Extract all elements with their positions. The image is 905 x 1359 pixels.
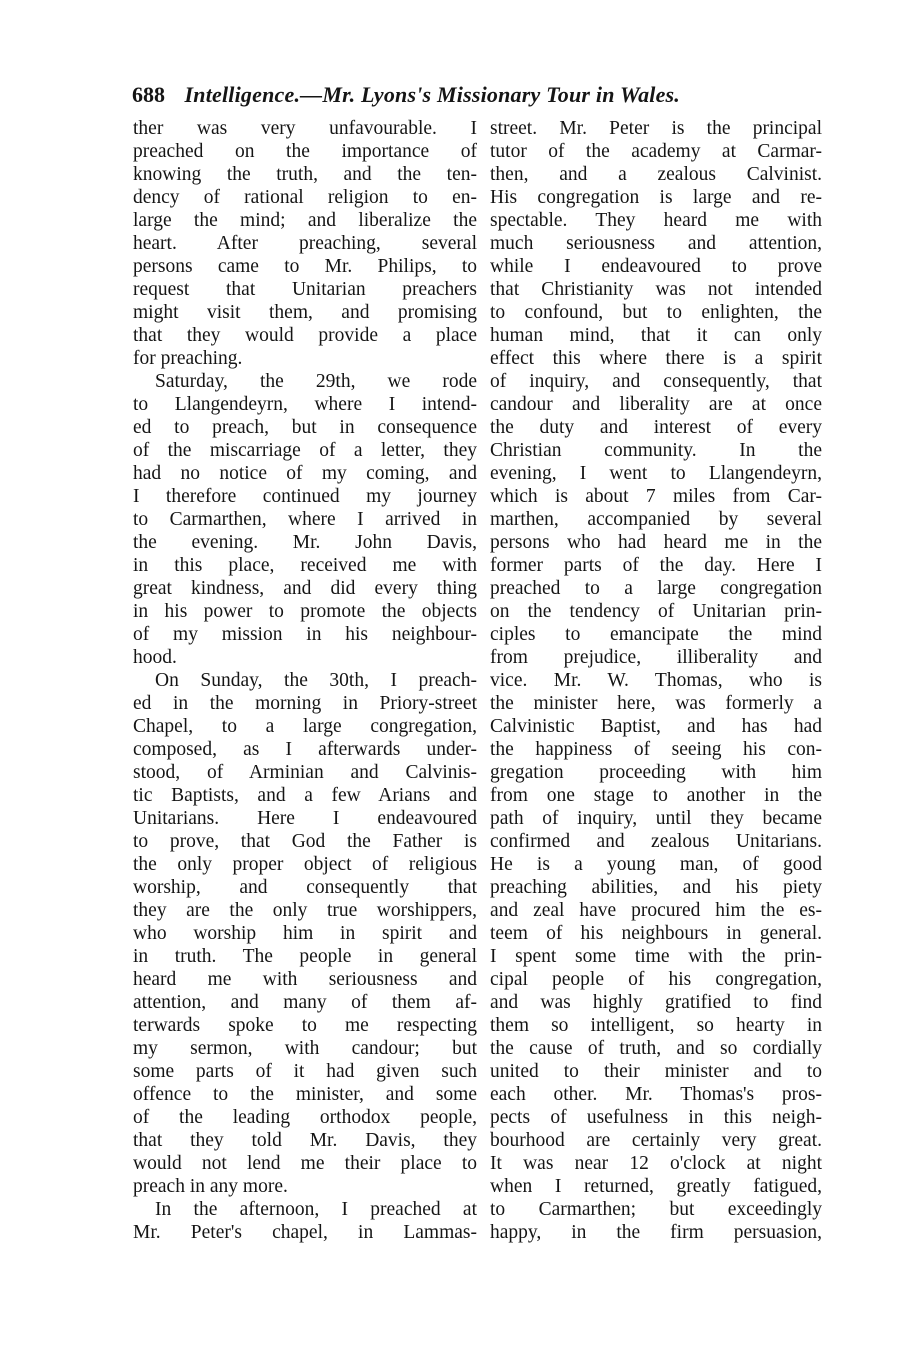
text-line: worship, and consequently that <box>133 877 477 898</box>
text-line: ther was very unfavourable. I <box>133 118 477 139</box>
text-line: in his power to promote the objects <box>133 601 477 622</box>
text-line: terwards spoke to me respecting <box>133 1015 477 1036</box>
page-header <box>132 78 822 112</box>
right-column <box>490 117 822 1244</box>
text-line: united to their minister and to <box>490 1061 822 1082</box>
text-line: tic Baptists, and a few Arians and <box>133 785 477 806</box>
text-line: bourhood are certainly very great. <box>490 1130 822 1151</box>
text-line: of the leading orthodox people, <box>133 1107 477 1128</box>
text-line: On Sunday, the 30th, I preach- <box>155 670 477 691</box>
text-line: each other. Mr. Thomas's pros- <box>490 1084 822 1105</box>
text-line: then, and a zealous Calvinist. <box>490 164 822 185</box>
text-line: my sermon, with candour; but <box>133 1038 477 1059</box>
text-line: from prejudice, illiberality and <box>490 647 822 668</box>
text-line: He is a young man, of good <box>490 854 822 875</box>
text-line: the evening. Mr. John Davis, <box>133 532 477 553</box>
text-line: preach in any more. <box>133 1176 288 1197</box>
text-line: while I endeavoured to prove <box>490 256 822 277</box>
text-line: ed to preach, but in consequence <box>133 417 477 438</box>
text-line: the cause of truth, and so cordially <box>490 1038 822 1059</box>
text-line: hood. <box>133 647 177 668</box>
text-line: preached on the importance of <box>133 141 477 162</box>
text-line: large the mind; and liberalize the <box>133 210 477 231</box>
text-line: pects of usefulness in this neigh- <box>490 1107 822 1128</box>
text-line: to Llangendeyrn, where I intend- <box>133 394 477 415</box>
text-line: some parts of it had given such <box>133 1061 477 1082</box>
text-line: tutor of the academy at Carmar- <box>490 141 822 162</box>
text-line: His congregation is large and re- <box>490 187 822 208</box>
text-line: to confound, but to enlighten, the <box>490 302 822 323</box>
text-line: spectable. They heard me with <box>490 210 822 231</box>
text-line: composed, as I afterwards under- <box>133 739 477 760</box>
text-line: gregation proceeding with him <box>490 762 822 783</box>
text-line: of my mission in his neighbour- <box>133 624 477 645</box>
text-line: for preaching. <box>133 348 243 369</box>
text-line: they are the only true worshippers, <box>133 900 477 921</box>
text-line: persons who had heard me in the <box>490 532 822 553</box>
text-line: effect this where there is a spirit <box>490 348 822 369</box>
text-line: attention, and many of them af- <box>133 992 477 1013</box>
text-line: Chapel, to a large congregation, <box>133 716 477 737</box>
text-line: Saturday, the 29th, we rode <box>155 371 477 392</box>
text-line: who worship him in spirit and <box>133 923 477 944</box>
text-line: had no notice of my coming, and <box>133 463 477 484</box>
text-line: offence to the minister, and some <box>133 1084 477 1105</box>
text-line: much seriousness and attention, <box>490 233 822 254</box>
text-line: them so intelligent, so hearty in <box>490 1015 822 1036</box>
text-line: in truth. The people in general <box>133 946 477 967</box>
text-line: the only proper object of religious <box>133 854 477 875</box>
text-line: and zeal have procured him the es- <box>490 900 822 921</box>
text-line: I therefore continued my journey <box>133 486 477 507</box>
text-line: marthen, accompanied by several <box>490 509 822 530</box>
text-line: cipal people of his congregation, <box>490 969 822 990</box>
text-line: of the miscarriage of a letter, they <box>133 440 477 461</box>
page-number: 688 <box>132 82 165 107</box>
text-line: the duty and interest of every <box>490 417 822 438</box>
text-line: to Carmarthen; but exceedingly <box>490 1199 822 1220</box>
text-line: in this place, received me with <box>133 555 477 576</box>
text-line: request that Unitarian preachers <box>133 279 477 300</box>
text-line: confirmed and zealous Unitarians. <box>490 831 822 852</box>
text-line: path of inquiry, until they became <box>490 808 822 829</box>
text-line: knowing the truth, and the ten- <box>133 164 477 185</box>
text-line: the happiness of seeing his con- <box>490 739 822 760</box>
text-line: great kindness, and did every thing <box>133 578 477 599</box>
text-line: vice. Mr. W. Thomas, who is <box>490 670 822 691</box>
text-line: ciples to emancipate the mind <box>490 624 822 645</box>
text-line: former parts of the day. Here I <box>490 555 822 576</box>
text-line: evening, I went to Llangendeyrn, <box>490 463 822 484</box>
text-line: persons came to Mr. Philips, to <box>133 256 477 277</box>
text-line: from one stage to another in the <box>490 785 822 806</box>
text-line: that they told Mr. Davis, they <box>133 1130 477 1151</box>
text-line: street. Mr. Peter is the principal <box>490 118 822 139</box>
text-line: when I returned, greatly fatigued, <box>490 1176 822 1197</box>
text-line: which is about 7 miles from Car- <box>490 486 822 507</box>
text-line: heard me with seriousness and <box>133 969 477 990</box>
text-line: preached to a large congregation <box>490 578 822 599</box>
text-line: I spent some time with the prin- <box>490 946 822 967</box>
text-line: would not lend me their place to <box>133 1153 477 1174</box>
text-line: Christian community. In the <box>490 440 822 461</box>
text-line: to prove, that God the Father is <box>133 831 477 852</box>
text-line: stood, of Arminian and Calvinis- <box>133 762 477 783</box>
text-line: In the afternoon, I preached at <box>155 1199 477 1220</box>
text-line: It was near 12 o'clock at night <box>490 1153 822 1174</box>
text-line: to Carmarthen, where I arrived in <box>133 509 477 530</box>
text-line: and was highly gratified to find <box>490 992 822 1013</box>
running-title: Intelligence.—Mr. Lyons's Missionary Tour in Wales. <box>184 82 681 107</box>
text-line: Mr. Peter's chapel, in Lammas- <box>133 1222 477 1243</box>
text-line: Unitarians. Here I endeavoured <box>133 808 477 829</box>
text-line: dency of rational religion to en- <box>133 187 477 208</box>
text-line: happy, in the firm persuasion, <box>490 1222 822 1243</box>
text-line: human mind, that it can only <box>490 325 822 346</box>
text-line: preaching abilities, and his piety <box>490 877 822 898</box>
text-line: ed in the morning in Priory-street <box>133 693 477 714</box>
text-line: Calvinistic Baptist, and has had <box>490 716 822 737</box>
left-column <box>133 117 477 1244</box>
text-line: that Christianity was not intended <box>490 279 822 300</box>
text-line: candour and liberality are at once <box>490 394 822 415</box>
text-line: of inquiry, and consequently, that <box>490 371 822 392</box>
text-line: heart. After preaching, several <box>133 233 477 254</box>
text-line: teem of his neighbours in general. <box>490 923 822 944</box>
text-line: the minister here, was formerly a <box>490 693 822 714</box>
text-line: on the tendency of Unitarian prin- <box>490 601 822 622</box>
text-line: might visit them, and promising <box>133 302 477 323</box>
text-line: that they would provide a place <box>133 325 477 346</box>
